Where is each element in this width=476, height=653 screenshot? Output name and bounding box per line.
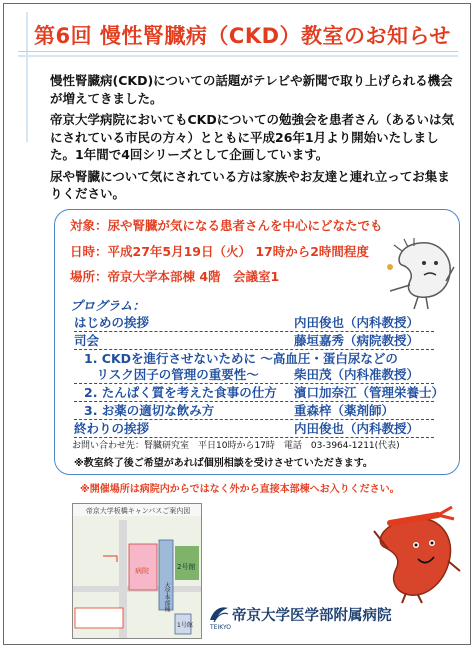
program-row-divider bbox=[74, 401, 434, 402]
program-row-divider bbox=[74, 331, 434, 332]
program-speaker: 内田俊也（内科教授） bbox=[294, 315, 420, 330]
contact-info: お問い合わせ先：腎臓研究室 平日10時から17時 電話 03-3964-1211(代表) bbox=[72, 441, 400, 451]
program-row-divider bbox=[74, 349, 434, 350]
program-row bbox=[84, 351, 444, 367]
program-label: プログラム： bbox=[70, 298, 145, 313]
program-item: 2. たんぱく質を考えた食事の仕方 bbox=[84, 385, 277, 400]
map-label: 病院 bbox=[135, 567, 149, 575]
map-title: 帝京大学板橋キャンパスご案内図 bbox=[85, 507, 191, 515]
logo-text: TEIKYO bbox=[210, 624, 232, 631]
event-target: 対象：尿や腎臓が気になる患者さんを中心にどなたでも bbox=[70, 218, 383, 233]
program-row bbox=[84, 367, 444, 383]
program-row bbox=[84, 385, 444, 401]
title-divider bbox=[18, 51, 458, 52]
program-item: 3. お薬の適切な飲み方 bbox=[84, 403, 215, 418]
event-place: 場所：帝京大学本部棟 4階 会議室1 bbox=[70, 269, 280, 284]
kidney-mascot-cheerful-icon bbox=[366, 501, 462, 605]
program-item: はじめの挨拶 bbox=[74, 315, 150, 330]
intro-text bbox=[50, 72, 454, 207]
flyer-page bbox=[3, 3, 471, 645]
program-row-divider bbox=[74, 419, 434, 420]
program-item: 司会 bbox=[74, 333, 100, 348]
hospital-name: 帝京大学医学部附属病院 bbox=[232, 608, 392, 624]
intro-paragraph: 慢性腎臓病(CKD)についての話題がテレビや新聞で取り上げられる機会が増えてきました。 bbox=[50, 73, 453, 106]
campus-map bbox=[72, 503, 202, 639]
map-label: 2号館 bbox=[177, 563, 196, 571]
program-row bbox=[84, 403, 444, 419]
map-label: 1号館 bbox=[177, 622, 193, 629]
map-label: 大学本部棟 bbox=[163, 582, 170, 612]
program-row bbox=[74, 333, 434, 349]
intro-paragraph: 尿や腎臓について気にされている方は家族やお友達と連れ立ってお集まりください。 bbox=[50, 168, 450, 201]
program-speaker: 藤垣嘉秀（病院教授） bbox=[294, 333, 420, 348]
access-notice: ※開催場所は病院内からではなく外から直接本部棟へお入りください。 bbox=[80, 484, 400, 495]
program-item: 1. CKDを進行させないために ～高血圧・蛋白尿などの bbox=[84, 351, 398, 366]
program-row-divider bbox=[74, 383, 434, 384]
title-divider-secondary bbox=[18, 55, 458, 57]
program-row bbox=[74, 315, 434, 331]
decorative-vertical-rule bbox=[26, 12, 28, 142]
program-row bbox=[74, 421, 434, 437]
program-item: リスク因子の管理の重要性～ bbox=[84, 367, 259, 382]
program-speaker: 柴田茂（内科准教授） bbox=[294, 367, 420, 382]
hospital-logo-icon bbox=[208, 602, 230, 624]
program-speaker: 濱口加奈江（管理栄養士） bbox=[294, 385, 445, 400]
page-title: 第6回 慢性腎臓病（CKD）教室のお知らせ bbox=[34, 24, 451, 48]
kidney-mascot-worried-icon bbox=[380, 237, 458, 311]
consultation-notice: ※教室終了後ご希望があれば個別相談を受けさせていただきます。 bbox=[74, 458, 373, 469]
program-speaker: 内田俊也（内科教授） bbox=[294, 421, 420, 436]
event-date: 日時：平成27年5月19日（火） 17時から2時間程度 bbox=[70, 244, 369, 259]
program-speaker: 重森梓（薬剤師） bbox=[294, 403, 395, 418]
intro-paragraph: 帝京大学病院においてもCKDについての勉強会を患者さん（あるいは気にされている市民の方々）とともに平成26年1月より開始いたしました。1年間で4回シリーズとして企画しています。 bbox=[50, 112, 454, 162]
program-item: 終わりの挨拶 bbox=[74, 421, 150, 436]
